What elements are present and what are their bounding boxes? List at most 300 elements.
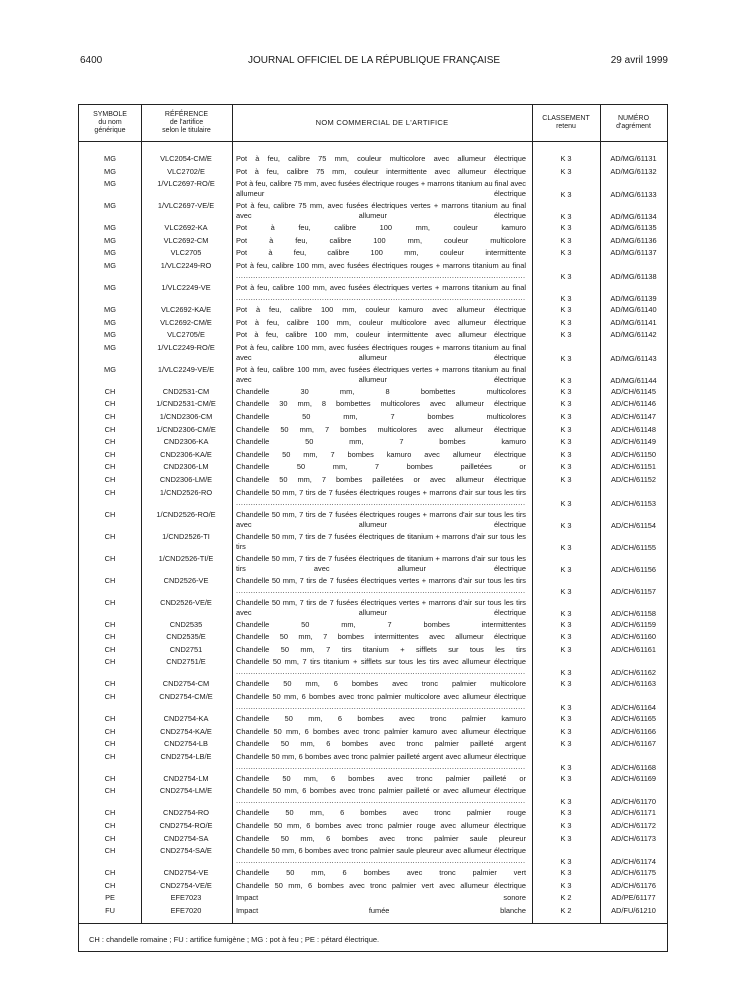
cell-reference: 1/CND2526-TI/E <box>158 553 214 563</box>
table-row <box>79 632 667 645</box>
table-row <box>79 261 667 283</box>
table-row <box>79 868 667 881</box>
nom-text: Chandelle 50 mm, 6 bombes avec tronc palmier rouge <box>236 808 526 818</box>
cell-numero: AD/CH/61169 <box>610 773 657 783</box>
cell-symbole: CH <box>104 833 116 843</box>
table-row <box>79 821 667 834</box>
cell-reference: CND2754-CM <box>162 679 210 689</box>
cell-symbole: MG <box>104 342 116 352</box>
cell-reference: 1/VLC2249-RO/E <box>157 342 215 352</box>
nom-text: Chandelle 50 mm, 7 tirs de 7 fusées électriques de titanium + marrons d'air sur tous les tirs <box>236 531 526 551</box>
cell-nom-commercial <box>236 657 526 677</box>
table-row <box>79 223 667 236</box>
cell-classement: K 3 <box>560 644 572 654</box>
nom-text: Chandelle 50 mm, 7 tirs titanium + sifflets sur tous les tirs <box>236 644 526 654</box>
cell-symbole: CH <box>104 462 116 472</box>
cell-reference: 1/VLC2249-VE/E <box>157 364 215 374</box>
cell-symbole: MG <box>104 364 116 374</box>
cell-classement: K 3 <box>560 212 572 222</box>
cell-symbole: MG <box>104 330 116 340</box>
cell-symbole: MG <box>104 223 116 233</box>
cell-nom-commercial <box>236 868 526 878</box>
cell-symbole: CH <box>104 644 116 654</box>
cell-classement: K 3 <box>560 762 572 772</box>
table-row <box>79 714 667 727</box>
cell-symbole: CH <box>104 386 116 396</box>
cell-nom-commercial <box>236 554 526 574</box>
nom-text: Chandelle 50 mm, 7 bombes intermittentes <box>236 619 526 629</box>
cell-nom-commercial <box>236 236 526 246</box>
cell-reference: 1/CND2526-RO <box>159 487 213 497</box>
cell-reference: 1/CND2306-CM <box>159 412 213 421</box>
cell-numero: AD/MG/61142 <box>610 330 657 340</box>
nom-text: Pot à feu, calibre 75 mm, couleur intermittente avec allumeur électrique <box>236 166 526 176</box>
cell-numero: AD/CH/61171 <box>610 808 657 818</box>
table-row <box>79 620 667 633</box>
table-row <box>79 834 667 847</box>
cell-numero: AD/CH/61172 <box>610 821 657 830</box>
cell-symbole: CH <box>104 880 116 890</box>
nom-text: Chandelle 30 mm, 8 bombettes multicolores avec allumeur électrique <box>236 399 526 409</box>
table-row <box>79 343 667 365</box>
table-row <box>79 167 667 180</box>
cell-nom-commercial <box>236 283 526 303</box>
dot-leader <box>236 293 526 302</box>
cell-reference: CND2754-RO <box>162 808 209 818</box>
cell-classement: K 3 <box>560 726 572 736</box>
cell-symbole: MG <box>104 201 116 211</box>
dot-leader <box>236 702 526 711</box>
table-row <box>79 532 667 554</box>
nom-text: Impact fumée blanche <box>236 906 526 915</box>
cell-nom-commercial <box>236 179 526 199</box>
nom-text: Pot à feu, calibre 75 mm, couleur multicolore avec allumeur électrique <box>236 154 526 163</box>
table-row <box>79 893 667 906</box>
cell-numero: AD/CH/61157 <box>610 586 657 596</box>
cell-numero: AD/CH/61145 <box>610 386 657 396</box>
nom-text: Chandelle 50 mm, 6 bombes avec tronc palmier kamuro avec allumeur électrique <box>236 726 526 736</box>
cell-reference: VLC2702/E <box>167 166 205 176</box>
cell-reference: CND2306-LM <box>163 462 209 472</box>
table-row <box>79 645 667 658</box>
cell-numero: AD/MG/61140 <box>610 305 657 314</box>
table-row <box>79 692 667 714</box>
cell-symbole: CH <box>104 821 116 830</box>
nom-text: Impact sonore <box>236 893 526 903</box>
cell-numero: AD/CH/61150 <box>610 449 657 459</box>
table-row <box>79 846 667 868</box>
cell-reference: CND2754-CM/E <box>159 692 213 701</box>
cell-classement: K 3 <box>560 632 572 642</box>
cell-symbole: CH <box>104 739 116 749</box>
cell-nom-commercial <box>236 425 526 435</box>
cell-numero: AD/MG/61137 <box>610 248 657 258</box>
col-header-symbole: SYMBOLE du nom générique <box>93 111 127 134</box>
nom-text: Pot à feu, calibre 75 mm, avec fusées électriques vertes + marrons titanium au final avec allumeur électrique <box>236 201 526 221</box>
cell-nom-commercial <box>236 437 526 447</box>
cell-symbole: CH <box>104 597 116 607</box>
nom-text: Pot à feu, calibre 100 mm, couleur multicolore avec allumeur électrique <box>236 317 526 327</box>
cell-symbole: CH <box>104 751 116 761</box>
nom-text: Chandelle 50 mm, 7 bombes kamuro avec allumeur électrique <box>236 449 526 459</box>
cell-nom-commercial <box>236 365 526 385</box>
cell-reference: CND2526-VE/E <box>160 597 212 607</box>
cell-symbole: CH <box>104 449 116 459</box>
cell-classement: K 3 <box>560 808 572 818</box>
cell-reference: EFE7023 <box>170 893 202 903</box>
dot-leader <box>236 667 526 676</box>
nom-text: Chandelle 50 mm, 6 bombes avec tronc palmier pailleté argent avec allumeur électrique <box>236 751 526 761</box>
nom-text: Chandelle 50 mm, 6 bombes avec tronc palmier vert <box>236 868 526 878</box>
cell-numero: AD/MG/61136 <box>610 235 657 245</box>
cell-classement: K 3 <box>560 880 572 890</box>
cell-symbole: CH <box>104 553 116 563</box>
table-row <box>79 283 667 305</box>
cell-classement: K 2 <box>560 893 572 903</box>
nom-text: Chandelle 50 mm, 7 bombes multicolores <box>236 412 526 421</box>
cell-nom-commercial <box>236 808 526 818</box>
cell-nom-commercial <box>236 752 526 772</box>
cell-reference: VLC2054-CM/E <box>160 154 212 163</box>
table-row <box>79 201 667 223</box>
cell-numero: AD/CH/61151 <box>610 462 657 472</box>
cell-reference: VLC2705/E <box>167 330 205 340</box>
nom-text: Pot à feu, calibre 75 mm, avec fusées électrique rouges + marrons titanium au final avec allumeur électrique <box>236 179 526 199</box>
cell-reference: CND2754-LM <box>163 773 209 783</box>
table-row <box>79 305 667 318</box>
cell-nom-commercial <box>236 488 526 508</box>
cell-classement: K 3 <box>560 223 572 233</box>
nom-text: Chandelle 30 mm, 8 bombettes multicolores <box>236 386 526 396</box>
cell-symbole: CH <box>104 399 116 409</box>
nom-text: Chandelle 50 mm, 7 tirs de 7 fusées électriques rouges + marrons d'air sur tous les tirs <box>236 487 526 497</box>
cell-numero: AD/CH/61160 <box>610 632 657 642</box>
cell-numero: AD/CH/61165 <box>610 714 657 723</box>
nom-text: Chandelle 50 mm, 7 tirs titanium + sifflets sur tous les tirs avec allumeur électrique <box>236 657 526 667</box>
cell-nom-commercial <box>236 201 526 221</box>
cell-nom-commercial <box>236 318 526 328</box>
cell-symbole: CH <box>104 424 116 434</box>
nom-text: Pot à feu, calibre 100 mm, couleur multicolore <box>236 235 526 245</box>
cell-numero: AD/CH/61166 <box>610 726 657 736</box>
cell-classement: K 3 <box>560 317 572 327</box>
cell-numero: AD/CH/61159 <box>610 619 657 629</box>
cell-classement: K 3 <box>560 375 572 385</box>
table-row <box>79 425 667 438</box>
col-header-classement: CLASSEMENT retenu <box>542 115 590 130</box>
cell-numero: AD/CH/61154 <box>610 520 657 530</box>
cell-reference: CND2754-KA <box>163 714 209 723</box>
table-row <box>79 808 667 821</box>
cell-nom-commercial <box>236 739 526 749</box>
cell-nom-commercial <box>236 475 526 485</box>
cell-symbole: CH <box>104 692 116 701</box>
nom-text: Chandelle 50 mm, 7 bombes multicolores avec allumeur électrique <box>236 424 526 434</box>
nom-text: Pot à feu, calibre 100 mm, couleur kamuro <box>236 223 526 233</box>
table-row <box>79 236 667 249</box>
cell-reference: CND2751/E <box>166 657 206 667</box>
cell-classement: K 3 <box>560 857 572 867</box>
table-row <box>79 679 667 692</box>
cell-reference: CND2754-RO/E <box>159 821 213 830</box>
cell-reference: 1/VLC2249-VE <box>161 283 211 292</box>
cell-numero: AD/CH/61167 <box>610 739 657 749</box>
cell-classement: K 3 <box>560 248 572 258</box>
table-row <box>79 365 667 387</box>
cell-reference: CND2535 <box>169 619 203 629</box>
cell-numero: AD/CH/61176 <box>610 880 657 890</box>
cell-nom-commercial <box>236 399 526 409</box>
cell-symbole: CH <box>104 726 116 736</box>
table-row <box>79 657 667 679</box>
cell-nom-commercial <box>236 620 526 630</box>
cell-symbole: CH <box>104 657 116 667</box>
cell-reference: CND2754-SA/E <box>160 846 212 856</box>
cell-classement: K 3 <box>560 330 572 340</box>
table-row <box>79 576 667 598</box>
page-number: 6400 <box>80 55 103 66</box>
table-row <box>79 739 667 752</box>
cell-numero: AD/MG/61132 <box>610 166 657 176</box>
cell-symbole: CH <box>104 437 116 447</box>
cell-classement: K 3 <box>560 462 572 472</box>
cell-nom-commercial <box>236 223 526 233</box>
cell-nom-commercial <box>236 598 526 618</box>
table-row <box>79 598 667 620</box>
table-row <box>79 179 667 201</box>
cell-symbole: MG <box>104 261 116 270</box>
cell-numero: AD/CH/61175 <box>610 868 657 878</box>
cell-classement: K 2 <box>560 906 572 915</box>
cell-reference: 1/CND2531-CM/E <box>156 399 216 409</box>
cell-reference: 1/VLC2697-VE/E <box>157 201 215 211</box>
cell-reference: CND2751 <box>169 644 203 654</box>
cell-nom-commercial <box>236 632 526 642</box>
cell-classement: K 3 <box>560 294 572 303</box>
table-row <box>79 510 667 532</box>
cell-reference: 1/CND2526-TI <box>162 531 210 541</box>
cell-numero: AD/MG/61138 <box>610 272 657 281</box>
cell-numero: AD/CH/61147 <box>610 412 657 421</box>
nom-text: Chandelle 50 mm, 7 tirs de 7 fusées électriques vertes + marrons d'air sur tous les tirs <box>236 575 526 585</box>
cell-symbole: CH <box>104 773 116 783</box>
cell-symbole: MG <box>104 235 116 245</box>
cell-nom-commercial <box>236 305 526 315</box>
nom-text: Chandelle 50 mm, 7 bombes intermittentes avec allumeur électrique <box>236 632 526 642</box>
cell-symbole: CH <box>104 475 116 484</box>
cell-symbole: CH <box>104 868 116 878</box>
table-row <box>79 881 667 894</box>
cell-nom-commercial <box>236 834 526 844</box>
cell-classement: K 3 <box>560 619 572 629</box>
nom-text: Pot à feu, calibre 100 mm, avec fusées électriques vertes + marrons titanium au final <box>236 283 526 292</box>
cell-numero: AD/CH/61162 <box>610 668 657 678</box>
cell-nom-commercial <box>236 714 526 724</box>
nom-text: Pot à feu, calibre 100 mm, couleur intermittente avec allumeur électrique <box>236 330 526 340</box>
cell-nom-commercial <box>236 846 526 866</box>
cell-numero: AD/CH/61156 <box>610 564 657 574</box>
table-row <box>79 554 667 576</box>
table-row <box>79 318 667 331</box>
cell-numero: AD/FU/61210 <box>611 906 656 915</box>
table-row <box>79 437 667 450</box>
footnote-divider <box>79 923 667 924</box>
cell-symbole: CH <box>104 619 116 629</box>
footnote: CH : chandelle romaine ; FU : artifice fumigène ; MG : pot à feu ; PE : pétard électrique. <box>89 935 380 944</box>
cell-nom-commercial <box>236 412 526 422</box>
nom-text: Chandelle 50 mm, 7 tirs de 7 fusées électriques vertes + marrons d'air sur tous les tirs avec allumeur électrique <box>236 597 526 617</box>
cell-nom-commercial <box>236 679 526 689</box>
nom-text: Chandelle 50 mm, 6 bombes avec tronc palmier kamuro <box>236 714 526 723</box>
cell-nom-commercial <box>236 786 526 806</box>
table-row <box>79 412 667 425</box>
cell-nom-commercial <box>236 343 526 363</box>
cell-reference: CND2306-KA <box>163 437 209 447</box>
col-header-numero: NUMÉRO d'agrément <box>616 115 651 130</box>
cell-classement: K 3 <box>560 449 572 459</box>
dot-leader <box>236 586 526 595</box>
table-row <box>79 488 667 510</box>
cell-symbole: PE <box>105 893 115 903</box>
nom-text: Chandelle 50 mm, 6 bombes avec tronc palmier vert avec allumeur électrique <box>236 880 526 890</box>
nom-text: Chandelle 50 mm, 7 tirs de 7 fusées électriques rouges + marrons d'air sur tous les tirs avec allumeur électrique <box>236 509 526 529</box>
cell-classement: K 3 <box>560 564 572 574</box>
cell-numero: AD/MG/61131 <box>610 154 657 163</box>
cell-classement: K 3 <box>560 190 572 200</box>
nom-text: Pot à feu, calibre 100 mm, avec fusées électriques rouges + marrons titanium au final <box>236 261 526 270</box>
cell-nom-commercial <box>236 450 526 460</box>
cell-numero: AD/MG/61141 <box>610 317 657 327</box>
cell-numero: AD/CH/61152 <box>610 475 657 484</box>
cell-reference: VLC2692-CM/E <box>160 317 212 327</box>
cell-classement: K 3 <box>560 353 572 363</box>
cell-numero: AD/MG/61143 <box>610 353 657 363</box>
nom-text: Pot à feu, calibre 100 mm, couleur intermittente <box>236 248 526 258</box>
cell-symbole: CH <box>104 575 116 585</box>
cell-reference: 1/CND2306-CM/E <box>156 424 216 434</box>
cell-numero: AD/MG/61134 <box>610 212 657 222</box>
nom-text: Chandelle 50 mm, 7 tirs de 7 fusées électriques de titanium + marrons d'air sur tous les tirs avec allumeur électrique <box>236 553 526 573</box>
cell-nom-commercial <box>236 727 526 737</box>
nom-text: Pot à feu, calibre 100 mm, avec fusées électriques vertes + marrons titanium au final avec allumeur électrique <box>236 364 526 384</box>
cell-classement: K 3 <box>560 412 572 421</box>
cell-classement: K 3 <box>560 679 572 689</box>
cell-reference: CND2754-VE/E <box>160 880 212 890</box>
cell-numero: AD/CH/61161 <box>610 644 657 654</box>
cell-reference: CND2754-SA <box>163 833 209 843</box>
cell-symbole: CH <box>104 786 116 796</box>
page-header <box>80 55 668 69</box>
cell-symbole: MG <box>104 248 116 258</box>
cell-symbole: FU <box>105 906 115 915</box>
nom-text: Chandelle 50 mm, 6 bombes avec tronc palmier pailleté argent <box>236 739 526 749</box>
cell-numero: AD/MG/61144 <box>610 375 657 385</box>
nom-text: Pot à feu, calibre 100 mm, avec fusées électriques rouges + marrons titanium au final avec allumeur électrique <box>236 342 526 362</box>
table-row <box>79 786 667 808</box>
cell-reference: VLC2692-CM <box>163 235 209 245</box>
table-row <box>79 450 667 463</box>
cell-nom-commercial <box>236 821 526 831</box>
cell-classement: K 3 <box>560 714 572 723</box>
cell-reference: VLC2705 <box>170 248 202 258</box>
header-divider <box>79 141 667 142</box>
cell-symbole: CH <box>104 487 116 497</box>
cell-symbole: CH <box>104 679 116 689</box>
cell-nom-commercial <box>236 893 526 903</box>
cell-numero: AD/CH/61146 <box>610 399 657 409</box>
cell-symbole: CH <box>104 632 116 642</box>
cell-symbole: CH <box>104 714 116 723</box>
cell-symbole: CH <box>104 509 116 519</box>
cell-symbole: CH <box>104 846 116 856</box>
col-header-nom: NOM COMMERCIAL DE L'ARTIFICE <box>315 118 449 127</box>
nom-text: Chandelle 50 mm, 6 bombes avec tronc palmier pailleté or <box>236 773 526 783</box>
cell-classement: K 3 <box>560 797 572 807</box>
cell-reference: CND2754-VE <box>163 868 209 878</box>
cell-reference: VLC2692-KA <box>164 223 208 233</box>
cell-symbole: MG <box>104 317 116 327</box>
cell-symbole: MG <box>104 154 116 163</box>
journal-title: JOURNAL OFFICIEL DE LA RÉPUBLIQUE FRANÇAISE <box>247 55 501 66</box>
cell-reference: CND2306-KA/E <box>160 449 212 459</box>
table-row <box>79 462 667 475</box>
dot-leader <box>236 762 526 771</box>
cell-numero: AD/CH/61158 <box>610 608 657 618</box>
cell-classement: K 3 <box>560 586 572 596</box>
cell-nom-commercial <box>236 167 526 177</box>
cell-classement: K 3 <box>560 520 572 530</box>
cell-classement: K 3 <box>560 868 572 878</box>
nom-text: Chandelle 50 mm, 6 bombes avec tronc palmier saule pleureur <box>236 833 526 843</box>
cell-reference: CND2526-VE <box>163 575 209 585</box>
dot-leader <box>236 796 526 805</box>
cell-reference: CND2754-LB <box>164 739 208 749</box>
cell-numero: AD/CH/61170 <box>610 797 657 807</box>
cell-classement: K 3 <box>560 235 572 245</box>
cell-numero: AD/MG/61135 <box>610 223 657 233</box>
cell-classement: K 3 <box>560 386 572 396</box>
nom-text: Chandelle 50 mm, 7 bombes pailletées or <box>236 462 526 472</box>
cell-numero: AD/MG/61133 <box>610 190 657 200</box>
cell-nom-commercial <box>236 881 526 891</box>
cell-reference: VLC2692-KA/E <box>160 305 212 314</box>
cell-classement: K 3 <box>560 821 572 830</box>
cell-nom-commercial <box>236 261 526 281</box>
cell-nom-commercial <box>236 532 526 552</box>
cell-symbole: MG <box>104 283 116 292</box>
cell-classement: K 3 <box>560 498 572 508</box>
cell-classement: K 3 <box>560 424 572 434</box>
cell-symbole: CH <box>104 531 116 541</box>
cell-classement: K 3 <box>560 272 572 281</box>
cell-classement: K 3 <box>560 739 572 749</box>
cell-reference: 1/CND2526-RO/E <box>156 509 216 519</box>
cell-nom-commercial <box>236 645 526 655</box>
dot-leader <box>236 271 526 280</box>
dot-leader <box>236 498 526 507</box>
cell-nom-commercial <box>236 330 526 340</box>
nom-text: Pot à feu, calibre 100 mm, couleur kamuro avec allumeur électrique <box>236 305 526 314</box>
cell-reference: CND2531-CM <box>162 386 210 396</box>
cell-numero: AD/CH/61155 <box>610 542 657 552</box>
table-row <box>79 387 667 400</box>
cell-numero: AD/CH/61148 <box>610 424 657 434</box>
table-row <box>79 752 667 774</box>
table-row <box>79 475 667 488</box>
approval-table <box>78 104 668 952</box>
cell-classement: K 3 <box>560 542 572 552</box>
nom-text: Chandelle 50 mm, 6 bombes avec tronc palmier rouge avec allumeur électrique <box>236 821 526 830</box>
